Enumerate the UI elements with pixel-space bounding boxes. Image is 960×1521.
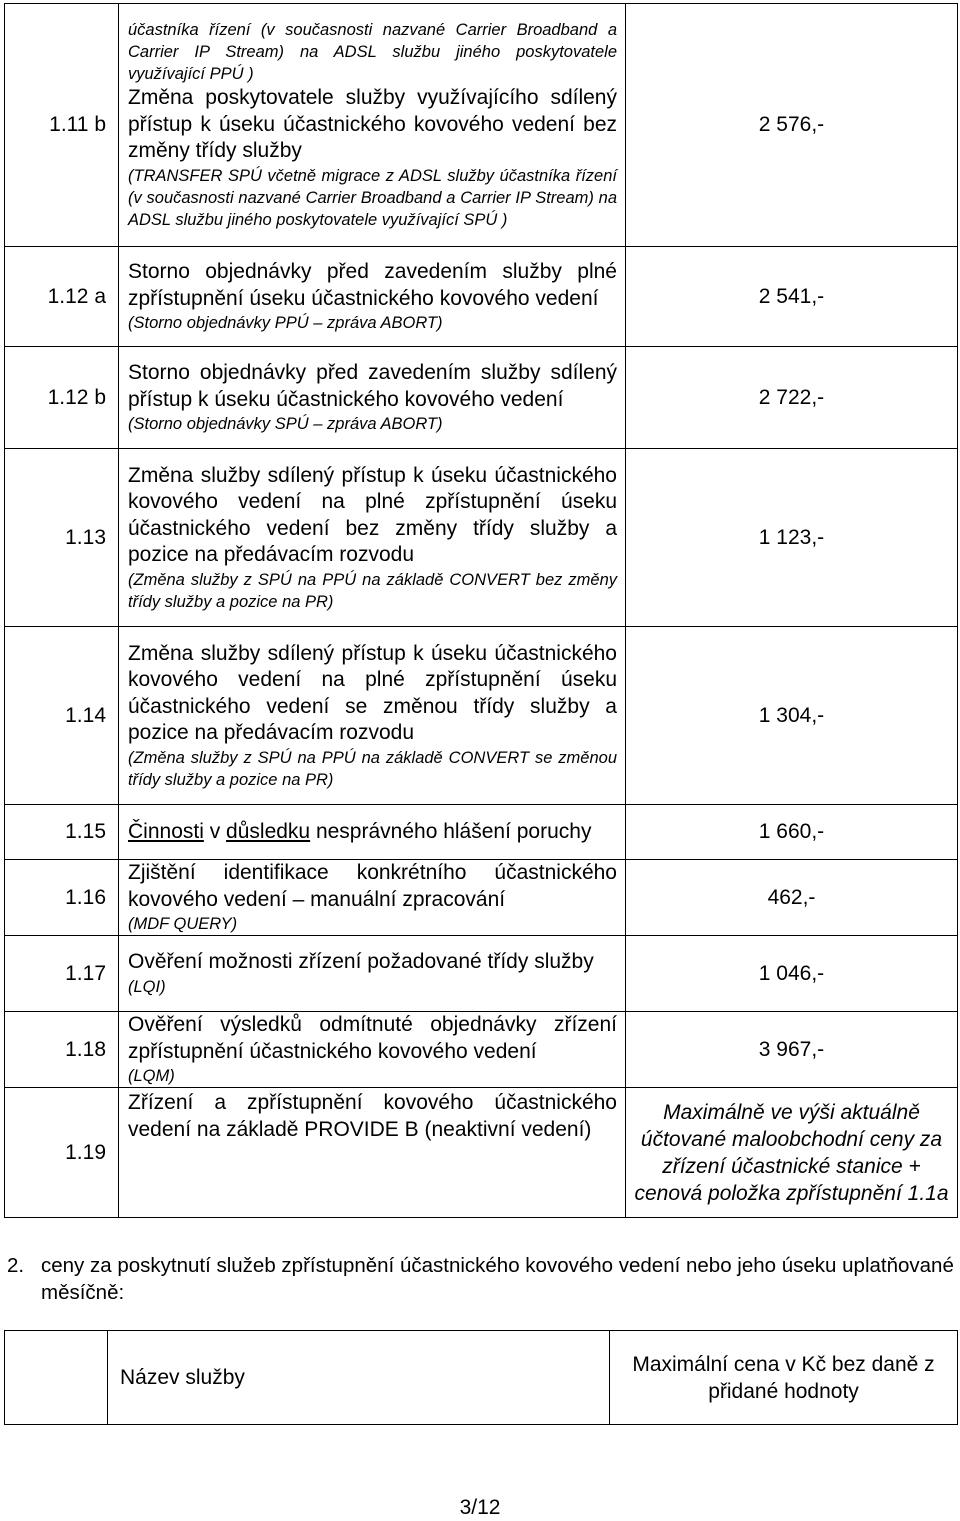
item-title: Ověření výsledků odmítnuté objednávky zřízení zpřístupnění účastnického kovového vedení [128, 1013, 617, 1063]
table-row [5, 936, 958, 1012]
item-title: Ověření možnosti zřízení požadované třídy služby [128, 950, 594, 974]
item-note: (LQI) [128, 977, 166, 996]
item-description [119, 4, 626, 247]
underlined-word: důsledku [226, 819, 311, 843]
section-2-heading [7, 1252, 957, 1306]
item-price-text: Maximálně ve výši aktuálně účtované maloobchodní ceny za zřízení účastnické stanice + cenová položka zpřístupnění 1.1a [634, 1100, 949, 1205]
item-title-part: v [203, 819, 227, 843]
item-number: 1.13 [5, 449, 119, 627]
item-number: 1.11 b [5, 4, 119, 247]
item-description [119, 1088, 626, 1218]
item-description [119, 805, 626, 860]
table-row [5, 247, 958, 347]
table-row [5, 627, 958, 805]
item-title-part: nesprávného hlášení poruchy [310, 819, 592, 843]
price-table-1 [4, 3, 958, 1218]
item-number: 1.19 [5, 1088, 119, 1218]
item-number: 1.16 [5, 860, 119, 936]
item-price: 2 576,- [626, 4, 958, 247]
table-row [5, 805, 958, 860]
item-number: 1.12 a [5, 247, 119, 347]
item-title: Zřízení a zpřístupnění kovového účastnického vedení na základě PROVIDE B (neaktivní vedení) [128, 1091, 617, 1141]
section-title: ceny za poskytnutí služeb zpřístupnění účastnického kovového vedení nebo jeho úseku uplatňované měsíčně: [41, 1254, 954, 1304]
item-description [119, 1012, 626, 1088]
item-price: 1 304,- [626, 627, 958, 805]
item-number: 1.15 [5, 805, 119, 860]
header-max-price: Maximální cena v Kč bez daně z přidané hodnoty [610, 1331, 958, 1425]
item-note: (TRANSFER SPÚ včetně migrace z ADSL služby účastníka řízení (v současnosti nazvané Carrier Broadband a Carrier IP Stream) na ADSL službu jiného poskytovatele využívající SPÚ ) [128, 166, 617, 229]
page-number: 3/12 [459, 1496, 501, 1519]
table-row [5, 1012, 958, 1088]
item-note: (MDF QUERY) [128, 915, 238, 933]
item-title [128, 819, 617, 846]
item-note: (Storno objednávky SPÚ – zpráva ABORT) [128, 415, 443, 433]
item-price: 1 123,- [626, 449, 958, 627]
item-title: Zjištění identifikace konkrétního účastnického kovového vedení – manuální zpracování [128, 861, 617, 911]
item-title: Storno objednávky před zavedením služby plné zpřístupnění úseku účastnického kovového vedení [128, 260, 617, 310]
item-note: (LQM) [128, 1067, 175, 1085]
item-price: 2 722,- [626, 347, 958, 449]
item-price: 462,- [626, 860, 958, 936]
item-title: Storno objednávky před zavedením služby sdílený přístup k úseku účastnického kovového vedení [128, 361, 617, 411]
item-price: 2 541,- [626, 247, 958, 347]
item-description [119, 449, 626, 627]
item-price: 1 660,- [626, 805, 958, 860]
header-service-name: Název služby [108, 1331, 610, 1425]
item-description [119, 936, 626, 1012]
table-row [5, 4, 958, 247]
item-description [119, 860, 626, 936]
header-empty-cell [5, 1331, 108, 1425]
table-row [5, 347, 958, 449]
item-note: (Změna služby z SPÚ na PPÚ na základě CONVERT se změnou třídy služby a pozice na PR) [128, 748, 617, 789]
table-header-row [5, 1331, 958, 1425]
table-row [5, 449, 958, 627]
table-row [5, 1088, 958, 1218]
item-title: Změna služby sdílený přístup k úseku účastnického kovového vedení na plné zpřístupnění úseku účastnického vedení bez změny třídy služby a pozice na předávacím rozvodu [128, 463, 617, 566]
item-price: 1 046,- [626, 936, 958, 1012]
item-number: 1.14 [5, 627, 119, 805]
item-title: Změna služby sdílený přístup k úseku účastnického kovového vedení na plné zpřístupnění úseku účastnického vedení se změnou třídy služby a pozice na předávacím rozvodu [128, 641, 617, 744]
item-note: (Změna služby z SPÚ na PPÚ na základě CONVERT bez změny třídy služby a pozice na PR) [128, 570, 617, 611]
table-row [5, 860, 958, 936]
item-number: 1.12 b [5, 347, 119, 449]
item-description [119, 627, 626, 805]
item-note: (Storno objednávky PPÚ – zpráva ABORT) [128, 314, 443, 332]
item-note: účastníka řízení (v současnosti nazvané Carrier Broadband a Carrier IP Stream) na ADSL službu jiného poskytovatele využívající PPÚ ) [128, 21, 617, 84]
item-price: 3 967,- [626, 1012, 958, 1088]
item-price [626, 1088, 958, 1218]
item-description [119, 247, 626, 347]
item-description [119, 347, 626, 449]
price-table-2 [4, 1330, 958, 1425]
underlined-word: Činnosti [128, 819, 204, 843]
item-number: 1.17 [5, 936, 119, 1012]
item-title: Změna poskytovatele služby využívajícího sdílený přístup k úseku účastnického kovového vedení bez změny třídy služby [128, 86, 617, 163]
item-number: 1.18 [5, 1012, 119, 1088]
section-number: 2. [7, 1254, 25, 1277]
